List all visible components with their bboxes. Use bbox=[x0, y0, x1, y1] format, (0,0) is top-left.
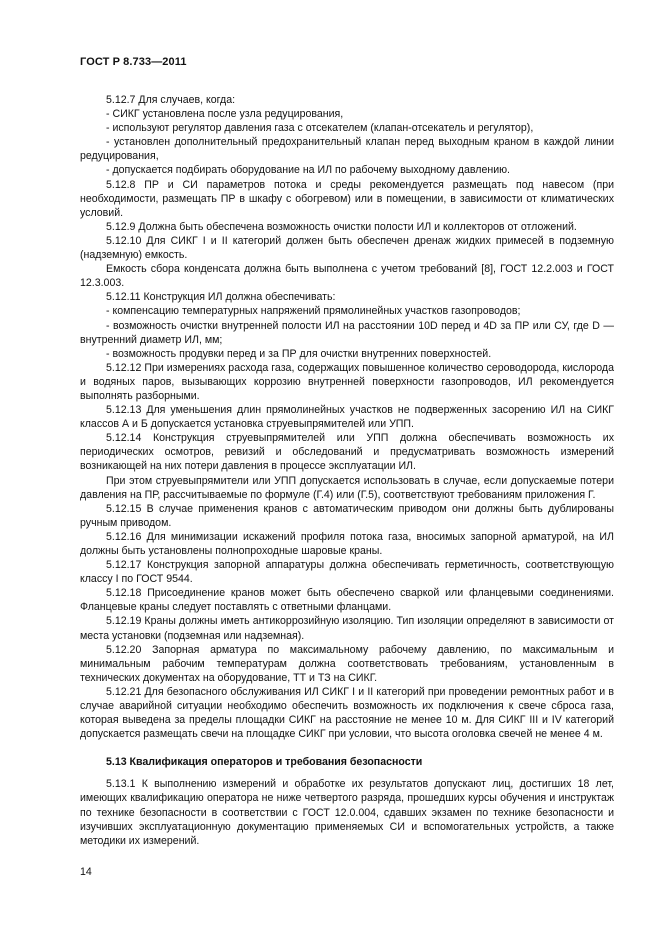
paragraph: 5.12.17 Конструкция запорной аппаратуры должна обеспечивать герметичность, соответствующую классу I по ГОСТ 9544. bbox=[80, 559, 614, 586]
paragraph: 5.12.11 Конструкция ИЛ должна обеспечивать: bbox=[106, 291, 336, 304]
paragraph: 5.12.9 Должна быть обеспечена возможность очистки полости ИЛ и коллекторов от отложений. bbox=[106, 220, 577, 233]
paragraph: 5.12.10 Для СИКГ I и II категорий должен быть обеспечен дренаж жидких примесей в подземную (надземную) емкость. bbox=[80, 234, 614, 262]
paragraph: При этом струевыпрямители или УПП допускается использовать в случае, если допускаемые потери давления на ПР, рассчитываемые по формуле (Г.4) или (Г.5), соответствуют требованиям приложения Г. bbox=[80, 474, 614, 501]
paragraph: 5.12.21 Для безопасного обслуживания ИЛ СИКГ I и II категорий при проведении ремонтных работ и в случае аварийной ситуации необходимо обеспечить возможность их подключения к свече сброса газа, которая выведена за пределы площадки СИКГ на расстояние не менее 10 м. Для СИКГ III и IV категорий допускается размещать свечи на площадке СИКГ при условии, что высота оголовка свечей не менее 4 м. bbox=[80, 685, 614, 741]
list-item: - возможность очистки внутренней полости ИЛ на расстоянии 10D перед и 4D за ПР или СУ, где D — внутренний диаметр ИЛ, мм; bbox=[80, 319, 614, 346]
paragraph: 5.12.8 ПР и СИ параметров потока и среды рекомендуется размещать под навесом (при необходимости, размещать ПР в шкафу с обогревом) или в помещении, в зависимости от климатических условий. bbox=[80, 178, 614, 219]
list-item: - используют регулятор давления газа с отсекателем (клапан-отсекатель и регулятор), bbox=[106, 122, 534, 135]
paragraph: 5.12.15 В случае применения кранов с автоматическим приводом они должны быть дублированы ручным приводом. bbox=[80, 502, 614, 529]
paragraph: 5.13.1 К выполнению измерений и обработке их результатов допускают лиц, достигших 18 лет, имеющих квалификацию оператора не ниже четвертого разряда, прошедших курсы обучения и инструктаж по технике безопасности в соответствии с ГОСТ 12.0.004, сдавших экзамен по технике безопасности и изучивших эксплуатационную документацию применяемых СИ и вспомогательных устройств, а также методики их измерений. bbox=[80, 778, 614, 847]
list-item: - СИКГ установлена после узла редуцирования, bbox=[106, 108, 344, 121]
page-number: 14 bbox=[80, 866, 92, 878]
paragraph: 5.12.14 Конструкция струевыпрямителей или УПП должна обеспечивать возможность их периодических осмотров, ревизий и обследований и предусматривать возможность измерений возникающей на них потери давления в процессе эксплуатации ИЛ. bbox=[80, 432, 614, 473]
section-heading: 5.13 Квалификация операторов и требования безопасности bbox=[106, 756, 423, 769]
paragraph: 5.12.18 Присоединение кранов может быть обеспечено сваркой или фланцевыми соединениями. Фланцевые краны следует поставлять с ответными фланцами. bbox=[80, 587, 614, 614]
paragraph: 5.12.13 Для уменьшения длин прямолинейных участков не подверженных засорению ИЛ на СИКГ классов А и Б допускается установка струевыпрямителей или УПП. bbox=[80, 404, 614, 431]
list-item: - компенсацию температурных напряжений прямолинейных участков газопроводов; bbox=[106, 305, 521, 318]
paragraph: 5.12.16 Для минимизации искажений профиля потока газа, вносимых запорной арматурой, на ИЛ должны быть установлены полнопроходные шаровые краны. bbox=[80, 530, 614, 557]
paragraph: 5.12.12 При измерениях расхода газа, содержащих повышенное количество сероводорода, кислорода и водяных паров, вызывающих коррозию внутренней поверхности газопроводов, ИЛ рекомендуется выполнять разборными. bbox=[80, 361, 614, 402]
paragraph: 5.12.7 Для случаев, когда: bbox=[106, 94, 236, 106]
list-item: - допускается подбирать оборудование на ИЛ по рабочему выходному давлению. bbox=[106, 164, 510, 177]
list-item: - возможность продувки перед и за ПР для очистки внутренних поверхностей. bbox=[106, 347, 492, 360]
paragraph: 5.12.20 Запорная арматура по максимальному рабочему давлению, по максимальным и минимальным рабочим температурам должна соответствовать требованиям, установленным в технических документах на оборудование, ТТ и ТЗ на СИКГ. bbox=[80, 643, 614, 684]
document-header: ГОСТ Р 8.733—2011 bbox=[80, 56, 187, 68]
list-item: - установлен дополнительный предохранительный клапан перед выходным краном в каждой линии редуцирования, bbox=[80, 136, 614, 163]
document-body bbox=[80, 93, 614, 848]
paragraph: 5.12.19 Краны должны иметь антикоррозийную изоляцию. Тип изоляции определяют в зависимости от места установки (подземная или надземная). bbox=[80, 615, 614, 642]
paragraph: Емкость сбора конденсата должна быть выполнена с учетом требований [8], ГОСТ 12.2.003 и ГОСТ 12.3.003. bbox=[80, 263, 614, 290]
